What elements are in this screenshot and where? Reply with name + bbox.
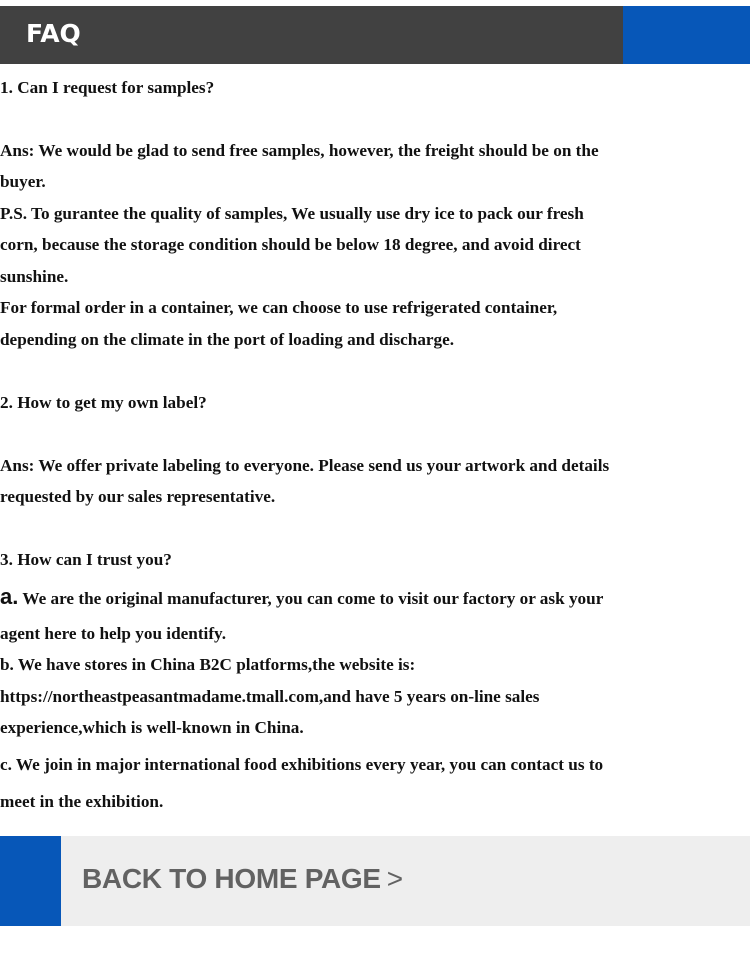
answer-1-line: depending on the climate in the port of loading and discharge. <box>0 330 455 349</box>
answer-3a-line <box>0 584 603 610</box>
footer-accent-block <box>0 836 61 926</box>
question-3: 3. How can I trust you? <box>0 550 172 569</box>
back-to-home-bar <box>0 836 750 926</box>
answer-3b-line: experience,which is well-known in China. <box>0 718 304 737</box>
answer-3a-line: agent here to help you identify. <box>0 624 226 643</box>
faq-header-bar <box>0 6 750 64</box>
answer-1-line: sunshine. <box>0 267 69 286</box>
answer-1-line: corn, because the storage condition should be below 18 degree, and avoid direct <box>0 235 581 254</box>
answer-2-line: Ans: We offer private labeling to everyone. Please send us your artwork and details <box>0 456 610 475</box>
answer-2-line: requested by our sales representative. <box>0 487 276 506</box>
chevron-right-icon: > <box>386 863 403 894</box>
question-1: 1. Can I request for samples? <box>0 78 215 97</box>
answer-1-line: For formal order in a container, we can choose to use refrigerated container, <box>0 298 558 317</box>
faq-title: FAQ <box>26 19 81 48</box>
back-to-home-label: BACK TO HOME PAGE <box>82 863 381 894</box>
question-2: 2. How to get my own label? <box>0 393 207 412</box>
answer-3b-line: https://northeastpeasantmadame.tmall.com,and have 5 years on-line sales <box>0 687 540 706</box>
answer-1-line: P.S. To gurantee the quality of samples, We usually use dry ice to pack our fresh <box>0 204 584 223</box>
back-to-home-link[interactable] <box>82 863 403 895</box>
answer-3c-line: meet in the exhibition. <box>0 792 164 811</box>
answer-1-line: Ans: We would be glad to send free samples, however, the freight should be on the <box>0 141 599 160</box>
header-accent-block <box>623 6 750 64</box>
answer-3a-text: We are the original manufacturer, you can come to visit our factory or ask your <box>18 589 604 608</box>
answer-3b-line: b. We have stores in China B2C platforms,the website is: <box>0 655 416 674</box>
answer-1-line: buyer. <box>0 172 46 191</box>
answer-3a-prefix: a. <box>0 584 19 609</box>
answer-3c-line: c. We join in major international food exhibitions every year, you can contact us to <box>0 755 604 774</box>
